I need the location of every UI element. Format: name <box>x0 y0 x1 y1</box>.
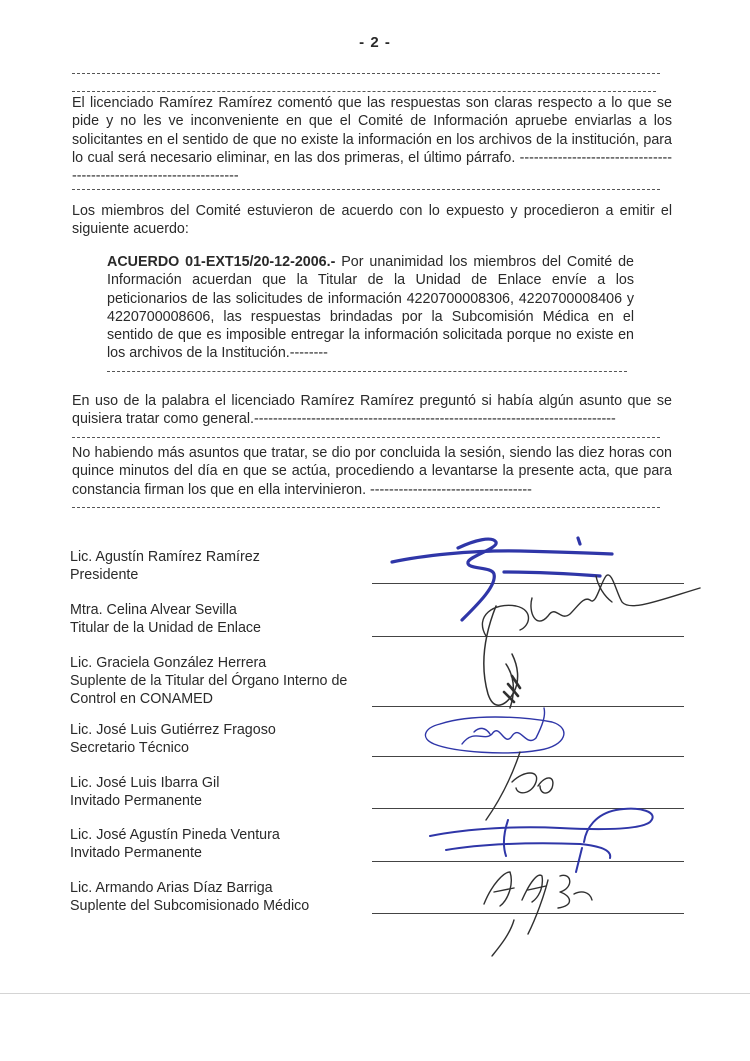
signature-5 <box>486 752 553 820</box>
separator-line <box>107 371 627 372</box>
paragraph-comment: El licenciado Ramírez Ramírez comentó que las respuestas son claras respecto a lo que se pide y no les ve inconveniente en que el Comité de Información apruebe enviarlas a los solicitantes en el sentido de que no existe la información en los archivos de la institución, para lo cual será necesario eliminar, en las dos primeras, el último párrafo. ------------------------------------------------------------------- <box>72 95 672 185</box>
signatory-name: Lic. José Agustín Pineda Ventura <box>70 827 280 843</box>
agreement-paragraph <box>107 253 634 363</box>
separator-line <box>72 189 660 190</box>
signatory-role: Suplente del Subcomisionado Médico <box>70 898 310 914</box>
signatory-block <box>70 721 390 757</box>
signature-line <box>372 808 684 809</box>
agreement-label: ACUERDO 01-EXT15/20-12-2006.- <box>107 254 336 270</box>
signature-7 <box>484 872 592 956</box>
signature-1 <box>392 538 612 620</box>
signature-3 <box>484 606 520 708</box>
signatory-block <box>70 774 390 810</box>
signatory-role: Titular de la Unidad de Enlace <box>70 620 262 636</box>
separator-line <box>72 437 660 438</box>
agreement-text: Por unanimidad los miembros del Comité de Información acuerdan que la Titular de la Unidad de Enlace envíe a los peticionarios de las solicitudes de información 4220700008306, 4220700008406 y 4220700008606, las respuestas brindadas por la Subcomisión Médica en el sentido de que es imposible entregar la información solicitada porque no existe en los archivos de la Institución.-------- <box>107 254 634 362</box>
separator-line <box>72 73 660 74</box>
signature-line <box>372 583 684 584</box>
signatory-block <box>70 826 390 862</box>
signatory-role: Control en CONAMED <box>70 691 214 707</box>
signature-line <box>372 756 684 757</box>
signatory-name: Lic. José Luis Gutiérrez Fragoso <box>70 722 276 738</box>
signatory-block <box>70 548 390 584</box>
paragraph-closing: No habiendo más asuntos que tratar, se dio por concluida la sesión, siendo las diez horas con quince minutos del día en que se actúa, procediendo a levantarse la presente acta, que para constancia firman los que en ella intervinieron. ---------------------------------- <box>72 445 672 498</box>
separator-line <box>72 507 660 508</box>
separator-line <box>72 91 656 92</box>
signature-line <box>372 636 684 637</box>
paragraph-agreement-intro: Los miembros del Comité estuvieron de acuerdo con lo expuesto y procedieron a emitir el siguiente acuerdo: <box>72 203 672 238</box>
signatory-name: Lic. Graciela González Herrera <box>70 655 267 671</box>
signatory-role: Secretario Técnico <box>70 740 189 756</box>
page-bottom-border <box>0 993 750 994</box>
signatory-block <box>70 601 390 637</box>
signatory-block <box>70 654 380 708</box>
signature-2 <box>482 575 700 636</box>
signatory-role: Invitado Permanente <box>70 793 202 809</box>
paragraph-general-matters: En uso de la palabra el licenciado Ramírez Ramírez preguntó si había algún asunto que se quisiera tratar como general.---------------------------------------------------------------------------- <box>72 393 672 428</box>
signature-line <box>372 706 684 707</box>
signatory-block <box>70 879 390 915</box>
page-number: - 2 - <box>359 34 391 51</box>
signature-6 <box>430 809 653 872</box>
signatory-name: Lic. Agustín Ramírez Ramírez <box>70 549 260 565</box>
signature-4 <box>425 708 563 753</box>
signatory-role: Presidente <box>70 567 139 583</box>
signatory-name: Lic. José Luis Ibarra Gil <box>70 775 220 791</box>
signature-line <box>372 861 684 862</box>
signature-line <box>372 913 684 914</box>
signatory-role: Suplente de la Titular del Órgano Interno de <box>70 673 348 689</box>
signatory-role: Invitado Permanente <box>70 845 202 861</box>
signatory-name: Lic. Armando Arias Díaz Barriga <box>70 880 273 896</box>
signatory-name: Mtra. Celina Alvear Sevilla <box>70 602 237 618</box>
